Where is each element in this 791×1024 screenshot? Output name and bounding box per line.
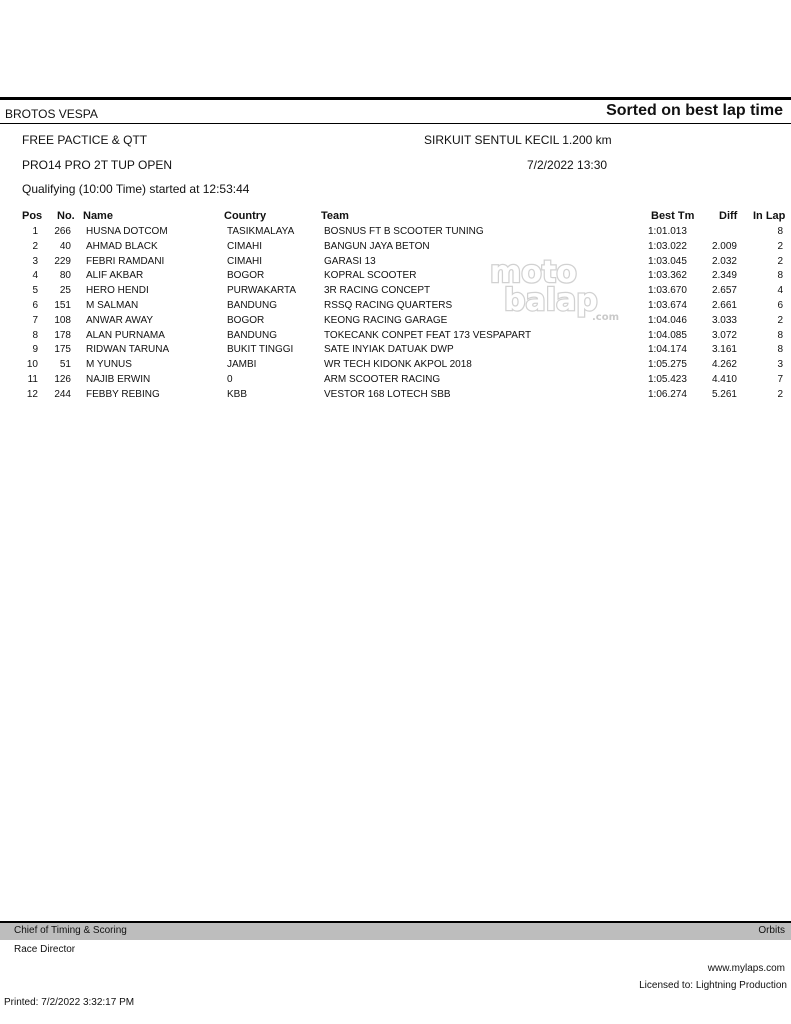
cell-pos: 3 bbox=[32, 255, 38, 267]
cell-country: CIMAHI bbox=[227, 255, 262, 267]
cell-team: BOSNUS FT B SCOOTER TUNING bbox=[324, 226, 484, 237]
cell-pos: 8 bbox=[32, 329, 38, 341]
cell-no: 51 bbox=[59, 359, 71, 371]
cell-team: SATE INYIAK DATUAK DWP bbox=[324, 344, 454, 356]
cell-diff: 2.032 bbox=[711, 255, 737, 267]
cell-in-lap: 8 bbox=[777, 344, 783, 356]
cell-best-time: 1:05.423 bbox=[648, 373, 687, 385]
cell-country: TASIKMALAYA bbox=[227, 226, 295, 237]
cell-name: HUSNA DOTCOM bbox=[86, 226, 168, 237]
cell-country: BOGOR bbox=[227, 314, 265, 326]
table-row bbox=[0, 315, 791, 330]
cell-team: WR TECH KIDONK AKPOL 2018 bbox=[324, 359, 472, 371]
cell-team: KEONG RACING GARAGE bbox=[324, 314, 448, 326]
cell-best-time: 1:05.275 bbox=[648, 359, 687, 371]
cell-diff: 2.349 bbox=[711, 270, 737, 282]
cell-best-time: 1:03.022 bbox=[648, 240, 687, 252]
cell-pos: 10 bbox=[26, 359, 38, 371]
licensed-to: Licensed to: Lightning Production bbox=[639, 980, 787, 991]
cell-team: KOPRAL SCOOTER bbox=[324, 270, 417, 282]
cell-in-lap: 3 bbox=[777, 359, 783, 371]
table-row bbox=[0, 270, 791, 285]
cell-team: VESTOR 168 LOTECH SBB bbox=[324, 388, 451, 400]
cell-team: 3R RACING CONCEPT bbox=[324, 285, 431, 297]
cell-in-lap: 8 bbox=[777, 270, 783, 282]
cell-name: ALAN PURNAMA bbox=[86, 329, 165, 341]
cell-name: RIDWAN TARUNA bbox=[86, 344, 170, 356]
cell-team: BANGUN JAYA BETON bbox=[324, 240, 430, 252]
cell-best-time: 1:06.274 bbox=[648, 388, 687, 400]
cell-no: 244 bbox=[54, 388, 71, 400]
sort-label: Sorted on best lap time bbox=[606, 102, 783, 119]
cell-in-lap: 7 bbox=[777, 373, 783, 385]
cell-name: ALIF AKBAR bbox=[86, 270, 144, 282]
cell-no: 151 bbox=[54, 299, 71, 311]
cell-country: BANDUNG bbox=[227, 329, 278, 341]
cell-name: NAJIB ERWIN bbox=[86, 373, 151, 385]
cell-name: FEBRI RAMDANI bbox=[86, 255, 165, 267]
cell-diff: 2.661 bbox=[711, 299, 737, 311]
header-underline bbox=[0, 123, 791, 124]
cell-country: 0 bbox=[227, 373, 233, 385]
cell-no: 108 bbox=[54, 314, 71, 326]
cell-team: TOKECANK CONPET FEAT 173 VESPAPART bbox=[324, 329, 532, 341]
results-table bbox=[0, 226, 791, 404]
col-no: No. bbox=[57, 210, 75, 222]
cell-country: KBB bbox=[227, 388, 248, 400]
qualifying-info: Qualifying (10:00 Time) started at 12:53:44 bbox=[22, 182, 250, 196]
cell-best-time: 1:03.045 bbox=[648, 255, 687, 267]
cell-diff: 3.033 bbox=[711, 314, 737, 326]
cell-diff: 3.072 bbox=[711, 329, 737, 341]
chief-timing-label: Chief of Timing & Scoring bbox=[14, 925, 127, 936]
cell-best-time: 1:04.085 bbox=[648, 329, 687, 341]
cell-pos: 7 bbox=[32, 314, 38, 326]
cell-country: JAMBI bbox=[227, 359, 257, 371]
cell-pos: 11 bbox=[27, 373, 38, 385]
session-name: FREE PACTICE & QTT bbox=[22, 133, 148, 147]
cell-name: M YUNUS bbox=[86, 359, 132, 371]
cell-best-time: 1:01.013 bbox=[648, 226, 687, 237]
orbits-label: Orbits bbox=[758, 925, 785, 936]
cell-in-lap: 2 bbox=[777, 240, 783, 252]
col-pos: Pos bbox=[22, 210, 43, 222]
watermark-suffix: .com bbox=[592, 312, 620, 323]
cell-in-lap: 6 bbox=[777, 299, 783, 311]
table-row bbox=[0, 256, 791, 271]
circuit-name: SIRKUIT SENTUL KECIL 1.200 km bbox=[424, 133, 612, 147]
cell-diff: 4.410 bbox=[711, 373, 737, 385]
printed-timestamp: Printed: 7/2/2022 3:32:17 PM bbox=[4, 997, 135, 1008]
cell-no: 175 bbox=[54, 344, 71, 356]
cell-diff: 4.262 bbox=[711, 359, 737, 371]
table-row bbox=[0, 300, 791, 315]
session-date-time: 7/2/2022 13:30 bbox=[527, 158, 608, 172]
race-director-label: Race Director bbox=[14, 944, 76, 955]
cell-in-lap: 2 bbox=[777, 255, 783, 267]
cell-country: BUKIT TINGGI bbox=[227, 344, 294, 356]
cell-no: 80 bbox=[59, 270, 71, 282]
cell-pos: 12 bbox=[26, 388, 38, 400]
cell-pos: 5 bbox=[32, 285, 38, 297]
cell-in-lap: 8 bbox=[777, 329, 783, 341]
cell-best-time: 1:03.674 bbox=[648, 299, 687, 311]
col-name: Name bbox=[83, 210, 113, 222]
cell-country: CIMAHI bbox=[227, 240, 262, 252]
table-row bbox=[0, 359, 791, 374]
cell-country: PURWAKARTA bbox=[227, 285, 297, 297]
table-row bbox=[0, 374, 791, 389]
cell-name: FEBBY REBING bbox=[86, 388, 160, 400]
cell-in-lap: 4 bbox=[777, 285, 783, 297]
table-row bbox=[0, 344, 791, 359]
cell-best-time: 1:03.670 bbox=[648, 285, 687, 297]
cell-no: 25 bbox=[59, 285, 71, 297]
watermark-line2: balap bbox=[504, 283, 598, 318]
cell-team: ARM SCOOTER RACING bbox=[324, 373, 441, 385]
table-row bbox=[0, 330, 791, 345]
table-row bbox=[0, 241, 791, 256]
col-best-time: Best Tm bbox=[651, 210, 695, 222]
website-link[interactable]: www.mylaps.com bbox=[707, 963, 785, 974]
header-rule bbox=[0, 97, 791, 100]
cell-diff: 2.009 bbox=[711, 240, 737, 252]
cell-diff: 5.261 bbox=[711, 388, 737, 400]
table-row bbox=[0, 226, 791, 241]
cell-pos: 4 bbox=[32, 270, 38, 282]
cell-pos: 2 bbox=[32, 240, 38, 252]
col-team: Team bbox=[321, 210, 349, 222]
cell-country: BOGOR bbox=[227, 270, 265, 282]
table-row bbox=[0, 285, 791, 300]
cell-no: 126 bbox=[54, 373, 71, 385]
cell-best-time: 1:03.362 bbox=[648, 270, 687, 282]
cell-name: HERO HENDI bbox=[86, 285, 149, 297]
cell-pos: 1 bbox=[32, 226, 38, 237]
cell-no: 229 bbox=[54, 255, 71, 267]
cell-team: RSSQ RACING QUARTERS bbox=[324, 299, 453, 311]
cell-name: AHMAD BLACK bbox=[86, 240, 158, 252]
class-name: PRO14 PRO 2T TUP OPEN bbox=[22, 158, 173, 172]
cell-no: 178 bbox=[54, 329, 71, 341]
event-name: BROTOS VESPA bbox=[5, 107, 98, 121]
cell-best-time: 1:04.174 bbox=[648, 344, 687, 356]
col-diff: Diff bbox=[719, 210, 738, 222]
cell-in-lap: 8 bbox=[777, 226, 783, 237]
col-in-lap: In Lap bbox=[753, 210, 786, 222]
cell-in-lap: 2 bbox=[777, 388, 783, 400]
cell-country: BANDUNG bbox=[227, 299, 278, 311]
cell-pos: 9 bbox=[32, 344, 38, 356]
cell-pos: 6 bbox=[32, 299, 38, 311]
cell-name: ANWAR AWAY bbox=[86, 314, 154, 326]
cell-no: 40 bbox=[59, 240, 71, 252]
cell-name: M SALMAN bbox=[86, 299, 139, 311]
cell-in-lap: 2 bbox=[777, 314, 783, 326]
cell-no: 266 bbox=[54, 226, 71, 237]
cell-diff: 2.657 bbox=[711, 285, 737, 297]
cell-team: GARASI 13 bbox=[324, 255, 376, 267]
cell-best-time: 1:04.046 bbox=[648, 314, 687, 326]
cell-diff: 3.161 bbox=[711, 344, 737, 356]
table-row bbox=[0, 389, 791, 404]
col-country: Country bbox=[224, 210, 267, 222]
watermark-line1: moto bbox=[490, 255, 577, 290]
